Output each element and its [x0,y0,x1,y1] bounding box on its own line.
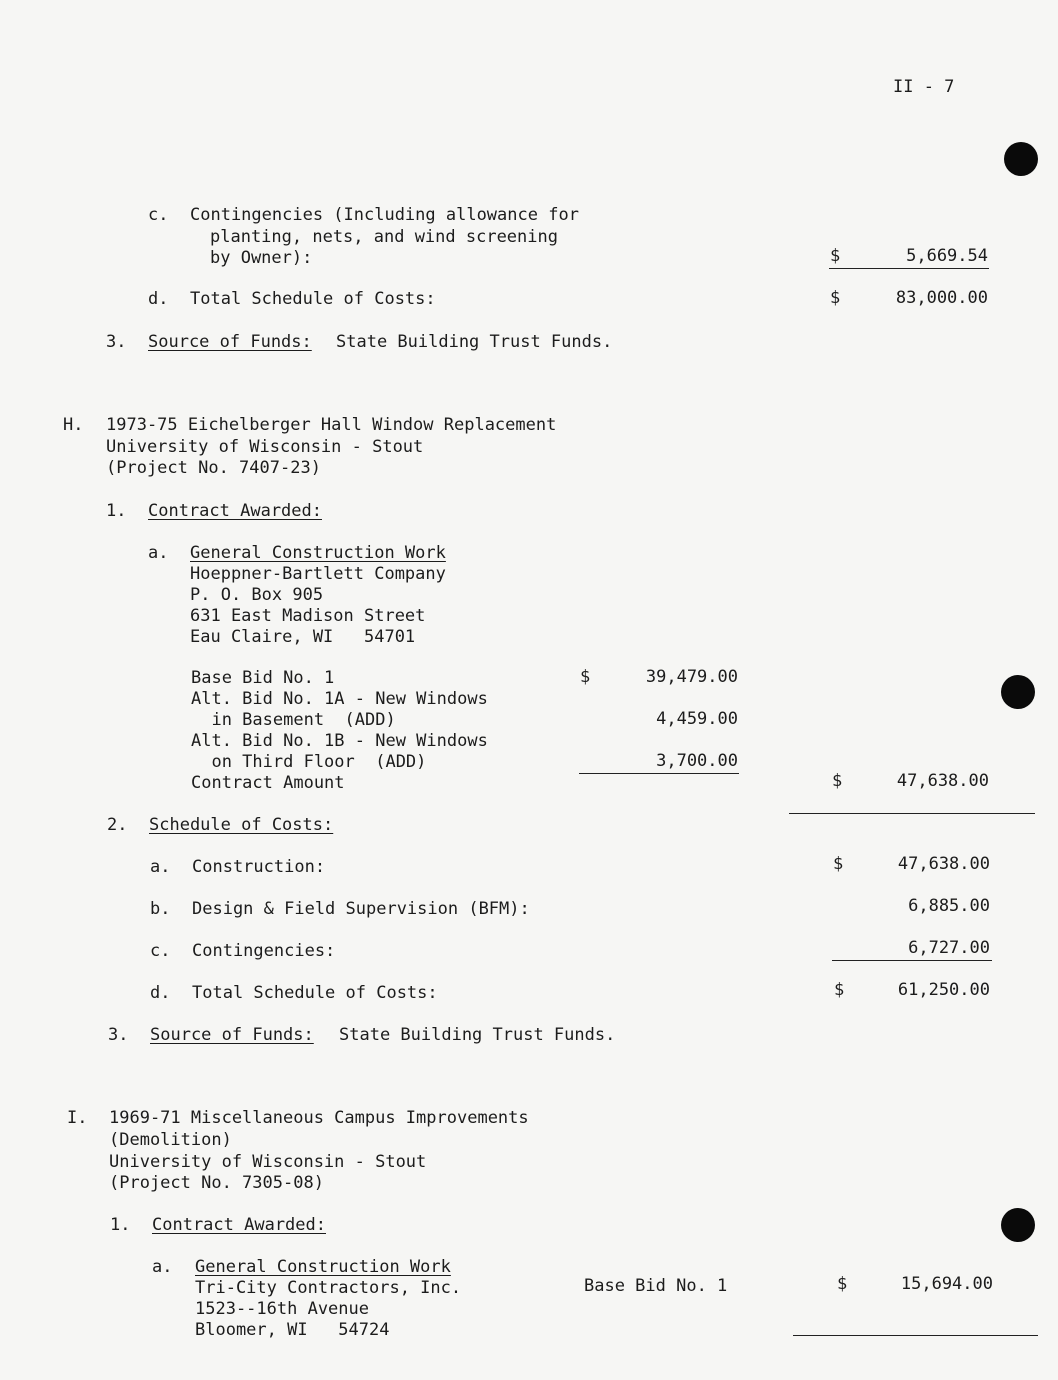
g-d-text: Total Schedule of Costs: [190,289,436,309]
h-schedule-d-letter: d. [150,983,171,1003]
h-schedule-a-letter: a. [150,857,171,877]
g-funds-label: Source of Funds: [148,332,312,352]
g-d-amount: 83,000.00 [895,288,988,308]
page-number: II - 7 [893,77,955,97]
h-alt-1a-amount: 4,459.00 [656,709,738,729]
i-title-line-3: University of Wisconsin - Stout [109,1152,427,1172]
h-funds-value: State Building Trust Funds. [339,1025,616,1045]
h-contract-number: 1. [106,501,127,521]
h-schedule-c-amount: 6,727.00 [908,938,990,958]
i-contract-number: 1. [110,1215,131,1235]
i-section-letter: I. [67,1108,88,1128]
h-contract-amount-rule [789,813,1035,814]
h-schedule-c-letter: c. [150,941,171,961]
i-base-bid-dollar: $ [837,1274,848,1294]
h-base-bid-label: Base Bid No. 1 [191,668,335,688]
h-section-letter: H. [63,415,84,435]
h-bids-subtotal-rule [579,773,739,774]
i-work-letter: a. [152,1257,173,1277]
i-contractor-line-2: 1523--16th Avenue [195,1299,369,1319]
i-base-bid-label: Base Bid No. 1 [584,1276,728,1296]
h-contractor-line-2: P. O. Box 905 [190,585,324,605]
i-base-bid-rule [793,1335,1038,1336]
i-title-line-1: 1969-71 Miscellaneous Campus Improvements [109,1108,529,1128]
h-schedule-label: Schedule of Costs: [149,815,334,835]
h-work-title: General Construction Work [190,543,446,563]
h-schedule-number: 2. [107,815,128,835]
h-contract-amount: 47,638.00 [896,771,989,791]
g-c-line-1: Contingencies (Including allowance for [190,205,579,225]
g-c-line-3: by Owner): [210,248,313,268]
g-c-line-2: planting, nets, and wind screening [210,227,558,247]
h-alt-1a-line-2: in Basement (ADD) [191,710,396,730]
h-alt-1b-amount: 3,700.00 [656,751,738,771]
h-contract-amount-dollar: $ [832,771,843,791]
g-funds-value: State Building Trust Funds. [336,332,613,352]
h-alt-1b-line-1: Alt. Bid No. 1B - New Windows [191,731,488,751]
h-alt-1a-line-1: Alt. Bid No. 1A - New Windows [191,689,488,709]
g-d-letter: d. [148,289,169,309]
g-c-amount-rule [829,268,989,269]
h-schedule-a-amount: 47,638.00 [897,854,990,874]
i-contractor-line-3: Bloomer, WI 54724 [195,1320,390,1340]
i-base-bid-amount: 15,694.00 [900,1274,993,1294]
i-work-title: General Construction Work [195,1257,451,1277]
h-title-line-1: 1973-75 Eichelberger Hall Window Replacement [106,415,557,435]
h-title-line-2: University of Wisconsin - Stout [106,437,424,457]
g-c-amount: 5,669.54 [906,246,988,266]
i-title-line-2: (Demolition) [109,1130,232,1150]
binder-hole-bottom [1001,1208,1035,1242]
i-title-line-4: (Project No. 7305-08) [109,1173,324,1193]
h-contractor-line-3: 631 East Madison Street [190,606,426,626]
h-contract-label: Contract Awarded: [148,501,322,521]
h-schedule-b-amount: 6,885.00 [908,896,990,916]
h-work-letter: a. [148,543,169,563]
binder-hole-middle [1001,675,1035,709]
h-schedule-a-text: Construction: [192,857,326,877]
h-base-bid-dollar: $ [580,667,591,687]
h-schedule-b-text: Design & Field Supervision (BFM): [192,899,530,919]
h-title-line-3: (Project No. 7407-23) [106,458,321,478]
h-schedule-a-dollar: $ [833,854,844,874]
h-schedule-d-dollar: $ [834,980,845,1000]
g-d-dollar: $ [830,288,841,308]
h-schedule-d-amount: 61,250.00 [897,980,990,1000]
h-funds-label: Source of Funds: [150,1025,314,1045]
h-contract-amount-label: Contract Amount [191,773,345,793]
h-funds-number: 3. [108,1025,129,1045]
h-schedule-d-text: Total Schedule of Costs: [192,983,438,1003]
h-schedule-b-letter: b. [150,899,171,919]
h-alt-1b-line-2: on Third Floor (ADD) [191,752,427,772]
i-contractor-line-1: Tri-City Contractors, Inc. [195,1278,462,1298]
h-contractor-line-4: Eau Claire, WI 54701 [190,627,416,647]
h-schedule-c-rule [832,960,992,961]
h-schedule-c-text: Contingencies: [192,941,336,961]
binder-hole-top [1004,142,1038,176]
i-contract-label: Contract Awarded: [152,1215,326,1235]
h-base-bid-amount: 39,479.00 [645,667,738,687]
g-funds-number: 3. [106,332,127,352]
g-c-dollar: $ [830,246,841,266]
g-c-letter: c. [148,205,169,225]
h-contractor-line-1: Hoeppner-Bartlett Company [190,564,446,584]
